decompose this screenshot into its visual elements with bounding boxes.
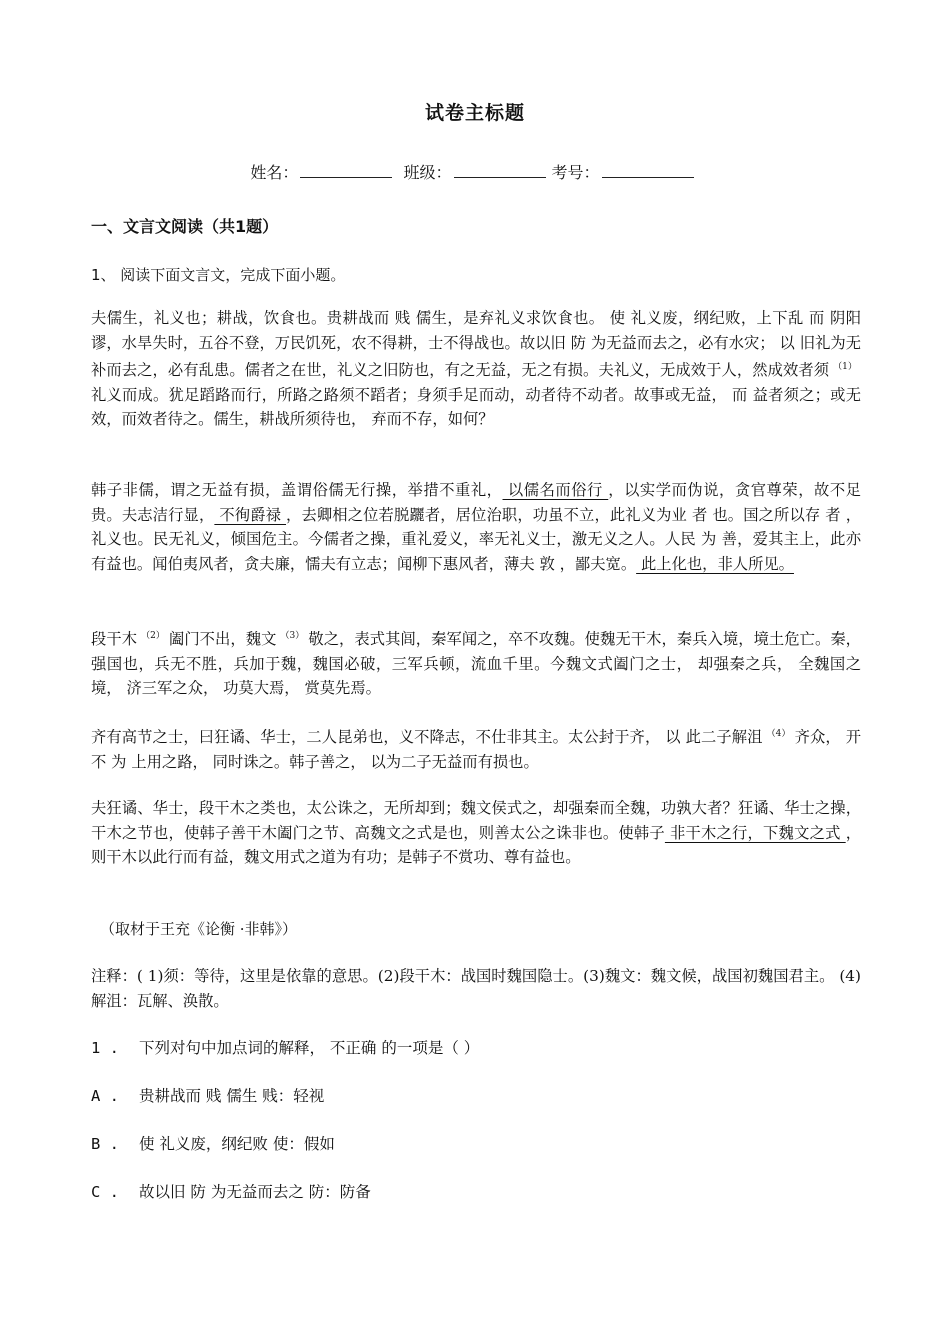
passage-paragraph-1 xyxy=(91,306,861,432)
question-intro: 1、 阅读下面文言文，完成下面小题。 xyxy=(91,266,346,284)
option-c-text: 故以旧 防 为无益而去之 防：防备 xyxy=(139,1183,371,1201)
option-a-label: A . xyxy=(91,1087,119,1105)
footnote-mark-1: （1） xyxy=(833,362,857,372)
class-blank[interactable] xyxy=(454,163,546,178)
p2-text-c: ，去卿相之位若脱躧者，居位治职，功虽不立，此礼义为业 者 也。国之所以存 者 ，礼义也。民无礼义，倾国危主。今儒者之操，重礼爱义，率无礼义士，激无义之人。人民 为 善，爱其主上，此亦有益也。闻伯夷风者，贪夫廉，懦夫有立志；闻柳下惠风者，薄夫 敦 ，鄙夫宽。 xyxy=(91,505,861,573)
question-1-number: 1 . xyxy=(91,1039,119,1057)
underlined-phrase-4: 非干木之行，下魏文之式 xyxy=(664,823,846,842)
p3-text-a: 段干木 xyxy=(91,630,138,648)
name-label: 姓名： xyxy=(250,163,299,182)
p3-text-c: 敬之，表式其闾，秦军闻之，卒不攻魏。使魏无干木，秦兵入境，境土危亡。秦，强国也，兵无不胜，兵加于魏，魏国必破，三军兵顿，流血千里。今魏文式阖门之士， 却强秦之兵， 全魏国之境， 济三军之众， 功莫大焉， 赏莫先焉。 xyxy=(91,630,861,697)
footnotes: 注释：( 1)须：等待，这里是依靠的意思。(2)段干木：战国时魏国隐士。(3)魏文：魏文候，战国初魏国君主。 (4) 解沮：瓦解、涣散。 xyxy=(91,967,861,1010)
p3-text-b: 阖门不出，魏文 xyxy=(168,630,277,648)
option-b-text: 使 礼义废，纲纪败 使：假如 xyxy=(139,1135,335,1153)
p5-text-a: 夫狂谲、华士，段干木之类也，太公诛之，无所却到；魏文侯式之，却强秦而全魏，功孰大者？狂谲、华士之操，干木之节也，使韩子善干木阖门之节、高魏文之式是也，则善太公之诛非也。使韩子 xyxy=(91,799,861,842)
student-info-line xyxy=(0,160,950,183)
option-b-label: B . xyxy=(91,1135,119,1153)
p5-text-b: ，则干木以此行而有益，魏文用式之道为有功；是韩子不赏功、尊有益也。 xyxy=(91,823,861,866)
footnote-mark-4: （4） xyxy=(766,729,791,739)
name-blank[interactable] xyxy=(300,163,392,178)
option-a[interactable] xyxy=(91,1084,324,1106)
option-a-text: 贵耕战而 贱 儒生 贱：轻视 xyxy=(139,1087,325,1105)
footnote-mark-3: （3） xyxy=(280,631,305,641)
passage-source: （取材于王充《论衡 ·非韩》） xyxy=(100,920,298,938)
passage-paragraph-4 xyxy=(91,722,861,774)
p1-text-end: 礼义而成。犹足蹈路而行，所路之路须不蹈者；身须手足而动，动者待不动者。故事或无益， 而 益者须之；或无效，而效者待之。儒生，耕战所须待也， 弃而不存，如何？ xyxy=(91,385,861,428)
number-blank[interactable] xyxy=(602,163,694,178)
section-heading: 一、文言文阅读（共1题） xyxy=(91,217,279,236)
p4-text-a: 齐有高节之士，曰狂谲、华士，二人昆弟也，义不降志，不仕非其主。太公封于齐， 以 此二子解沮 xyxy=(91,728,763,746)
question-1-stem: 下列对句中加点词的解释， 不正确 的一项是（ ） xyxy=(139,1039,480,1057)
question-1 xyxy=(91,1036,479,1058)
footnote-mark-2: （2） xyxy=(141,631,165,641)
passage-paragraph-5 xyxy=(91,796,861,870)
p1-text: 夫儒生，礼义也；耕战，饮食也。贵耕战而 贱 儒生，是弃礼义求饮食也。 使 礼义废，纲纪败，上下乱 而 阴阳谬，水旱失时，五谷不登，万民饥死，农不得耕，士不得战也。故以旧 防 为无益而去之，必有水灾； 以 旧礼为无补而去之，必有乱患。儒者之在世，礼义之旧防也，有之无益，无之有损。夫礼义，无成效于人，然成效者须 xyxy=(91,309,861,379)
p2-text-b: ，以实学而伪说，贪官尊荣，故不足贵。夫志洁行显， xyxy=(91,481,861,524)
underlined-phrase-1: 以儒名而俗行 xyxy=(502,481,609,499)
underlined-phrase-3: 此上化也，非人所见。 xyxy=(636,554,794,573)
class-label: 班级： xyxy=(403,163,452,182)
number-label: 考号： xyxy=(551,163,600,182)
option-c[interactable] xyxy=(91,1180,371,1202)
option-c-label: C . xyxy=(91,1183,119,1201)
passage-paragraph-3 xyxy=(91,624,861,701)
passage-paragraph-2 xyxy=(91,478,861,576)
underlined-phrase-2: 不徇爵禄 xyxy=(214,505,287,524)
option-b[interactable] xyxy=(91,1132,335,1154)
p4-text-b: 齐众， 开不 为 上用之路， 同时诛之。韩子善之， 以为二子无益而有损也。 xyxy=(91,728,861,771)
page-title: 试卷主标题 xyxy=(424,102,525,124)
p2-text-a: 韩子非儒，谓之无益有损，盖谓俗儒无行操，举措不重礼， xyxy=(91,481,503,499)
